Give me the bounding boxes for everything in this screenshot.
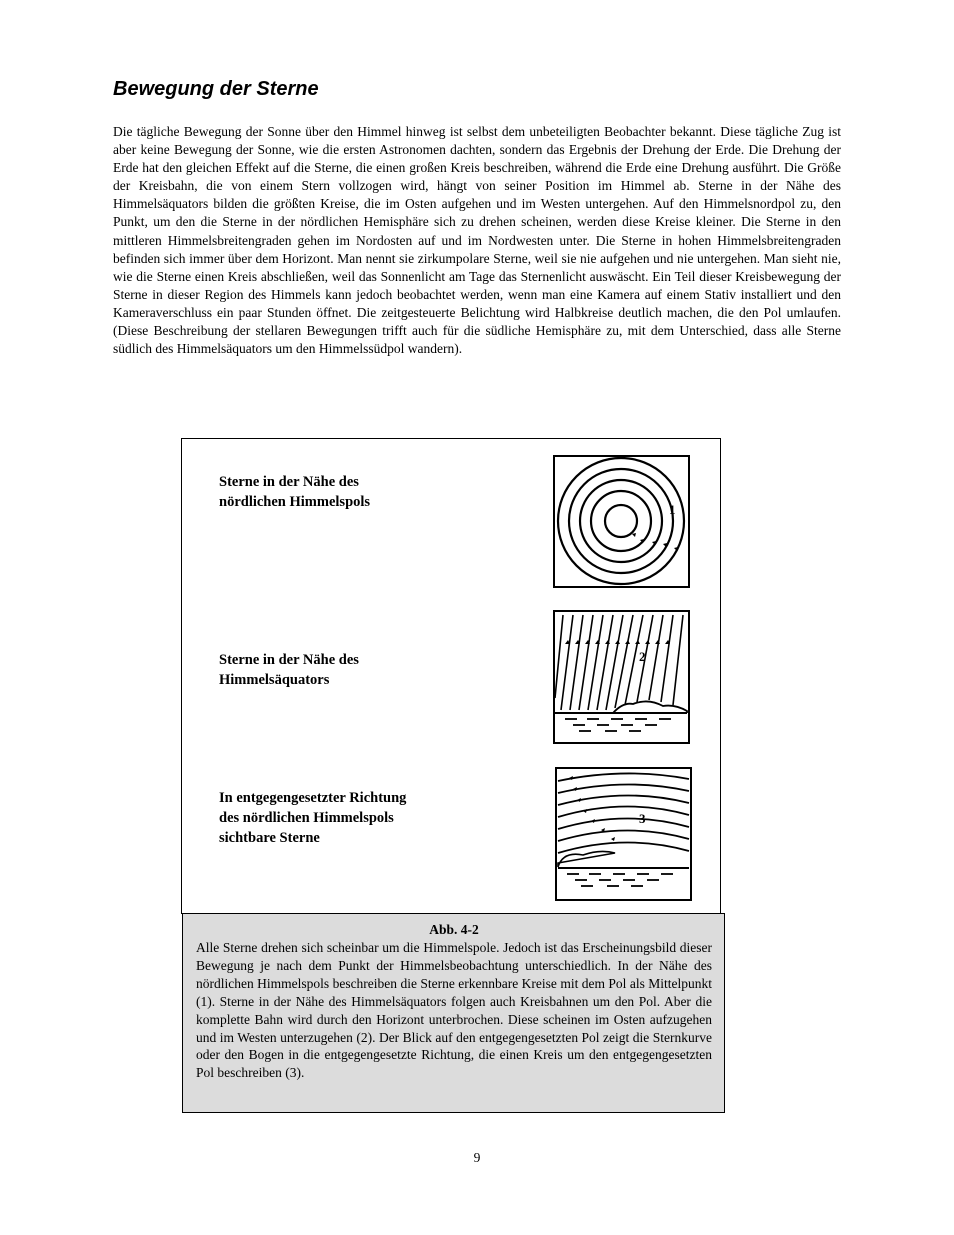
caption-title: Abb. 4-2: [429, 922, 479, 937]
diagram-number-3: 3: [639, 811, 646, 826]
diagram-number-2: 2: [639, 649, 646, 664]
caption-text: Alle Sterne drehen sich scheinbar um die Himmelspole. Jedoch ist das Erscheinungsbild dieser Bewegung je nach dem Punkt der Himmelsbeobachtung unterschiedlich. In der Nähe des nördlichen Himmelspols beschreiben die Sterne erkennbare Kreise mit dem Pol als Mittelpunkt (1). Sterne in der Nähe des Himmelsäquators folgen auch Kreisbahnen um den Pol. Aber die komplette Bahn wird durch den Horizont unterbrochen. Diese scheinen im Osten aufzugehen und im Westen unterzugehen (2). Der Blick auf den entgegengesetzten Pol zeigt die Sternkurve oder den Bogen in die entgegengesetzte Richtung, die einen Kreis um den entgegengesetzten Pol beschreiben (3).: [196, 940, 712, 1081]
panel-label-equator: Sterne in der Nähe des Himmelsäquators: [219, 652, 359, 688]
panel-label-opposite-pole: In entgegengesetzter Richtung des nördlichen Himmelspols sichtbare Sterne: [219, 790, 407, 846]
intro-paragraph: Die tägliche Bewegung der Sonne über den Himmel hinweg ist selbst dem unbeteiligten Beobachter bekannt. Diese tägliche Zug ist aber keine Bewegung der Sonne, wie die ersten Astronomen dachten, sondern das Ergebnis der Drehung der Erde. Die Drehung der Erde hat den gleichen Effekt auf die Sterne, die einen großen Kreis beschreiben, während die Erde eine Drehung ausführt. Die Größe der Kreisbahn, die von einem Stern vollzogen wird, hängt von seiner Position im Himmel ab. Sterne in der Nähe des Himmelsäquators bilden die größten Kreise, die im Osten aufgehen und im Westen untergehen. Auf den Himmelsnordpol zu, den Punkt, um den die Sterne in der nördlichen Hemisphäre sich zu drehen scheinen, werden diese Kreise kleiner. Die Sterne in den mittleren Himmelsbreitengraden gehen im Nordosten auf und im Nordwesten unter. Die Sterne in hohen Himmelsbreitengraden befinden sich immer über dem Horizont. Man nennt sie zirkumpolare Sterne, weil sie nie aufgehen und nie untergehen. Man sieht nie, wie die Sterne einen Kreis abschließen, weil das Sonnenlicht am Tage das Sternenlicht auswäscht. Ein Teil dieser Kreisbewegung der Sterne in dieser Region des Himmels kann jedoch beobachtet werden, wenn man eine Kamera auf einem Stativ installiert und den Kameraverschluss ein paar Stunden öffnet. Die zeitgesteuerte Belichtung wird Halbkreise deutlich machen, die den Pol umlaufen. (Diese Beschreibung der stellaren Bewegungen trifft auch für die südliche Hemisphäre zu, mit dem Unterschied, dass alle Sterne südlich des Himmelsäquators um den Himmelssüdpol wandern).: [113, 124, 841, 357]
page-number: 9: [473, 1150, 481, 1165]
figure-box: [181, 438, 721, 914]
opposite-pole-star-trails-diagram: [555, 767, 693, 902]
equatorial-star-trails-diagram: [553, 610, 691, 745]
figure-caption-box: [182, 913, 725, 1113]
panel-label-north-pole: Sterne in der Nähe des nördlichen Himmelspols: [219, 474, 371, 510]
diagram-number-1: 1: [669, 502, 676, 517]
section-title: Bewegung der Sterne: [113, 78, 319, 100]
circumpolar-star-trails-diagram: [553, 455, 691, 589]
